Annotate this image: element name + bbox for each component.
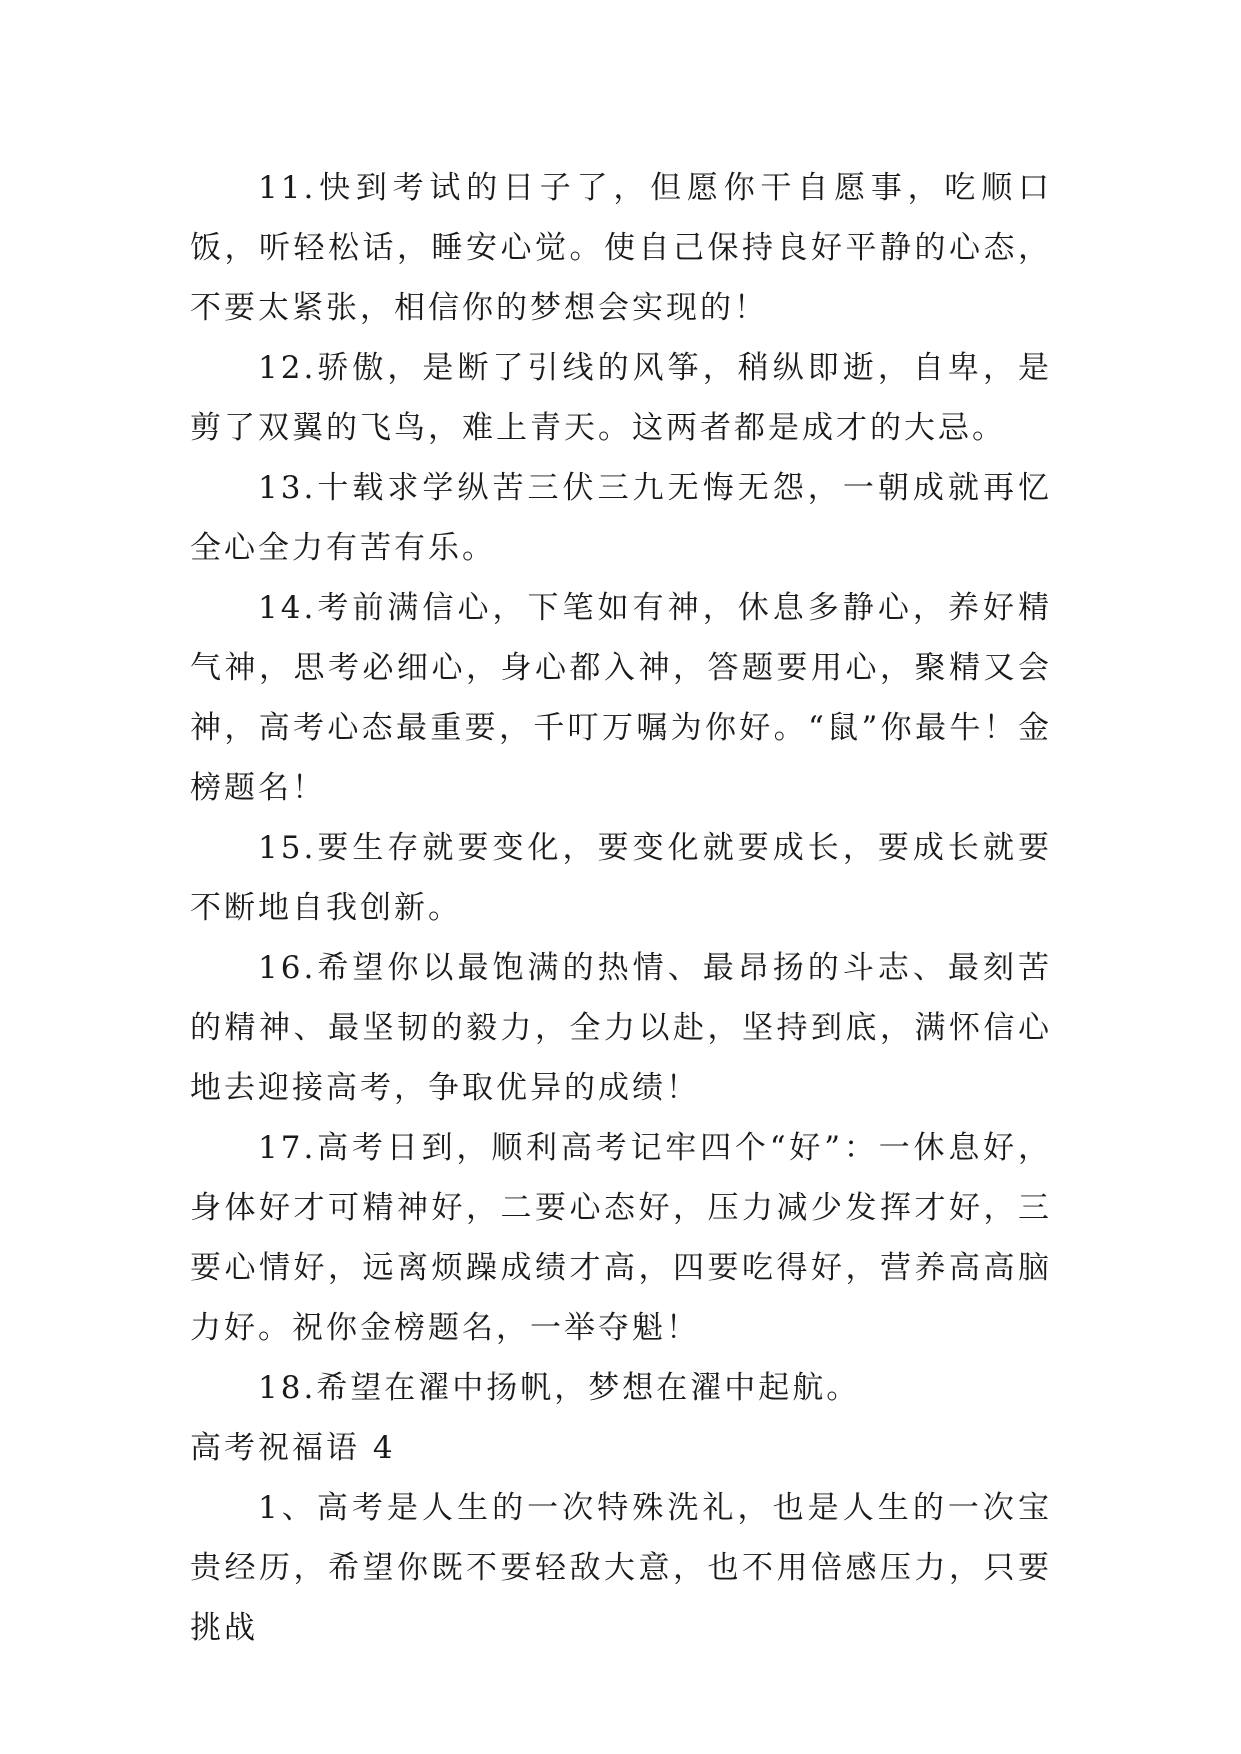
paragraph-16: 16.希望你以最饱满的热情、最昂扬的斗志、最刻苦的精神、最坚韧的毅力，全力以赴，坚持到底，满怀信心地去迎接高考，争取优异的成绩！	[190, 950, 1052, 1106]
section-heading: 高考祝福语 4	[190, 1430, 396, 1466]
paragraph-11: 11.快到考试的日子了，但愿你干自愿事，吃顺口饭，听轻松话，睡安心觉。使自己保持良好平静的心态，不要太紧张，相信你的梦想会实现的！	[190, 170, 1052, 326]
paragraph-13: 13.十载求学纵苦三伏三九无悔无怨，一朝成就再忆全心全力有苦有乐。	[190, 470, 1052, 566]
paragraph-15: 15.要生存就要变化，要变化就要成长，要成长就要不断地自我创新。	[190, 830, 1052, 926]
paragraph-14: 14.考前满信心，下笔如有神，休息多静心，养好精气神，思考必细心，身心都入神，答题要用心，聚精又会神，高考心态最重要，千叮万嘱为你好。“鼠”你最牛！金榜题名！	[190, 590, 1052, 806]
document-body	[190, 158, 1052, 1658]
paragraph-17: 17.高考日到，顺利高考记牢四个“好”：一休息好，身体好才可精神好，二要心态好，压力减少发挥才好，三要心情好，远离烦躁成绩才高，四要吃得好，营养高高脑力好。祝你金榜题名，一举夺魁！	[190, 1130, 1052, 1346]
paragraph-12: 12.骄傲，是断了引线的风筝，稍纵即逝，自卑，是剪了双翼的飞鸟，难上青天。这两者都是成才的大忌。	[190, 350, 1052, 446]
paragraph-18: 18.希望在濯中扬帆，梦想在濯中起航。	[258, 1370, 861, 1406]
paragraph-section4-1: 1、高考是人生的一次特殊洗礼，也是人生的一次宝贵经历，希望你既不要轻敌大意，也不用倍感压力，只要挑战	[190, 1490, 1052, 1646]
